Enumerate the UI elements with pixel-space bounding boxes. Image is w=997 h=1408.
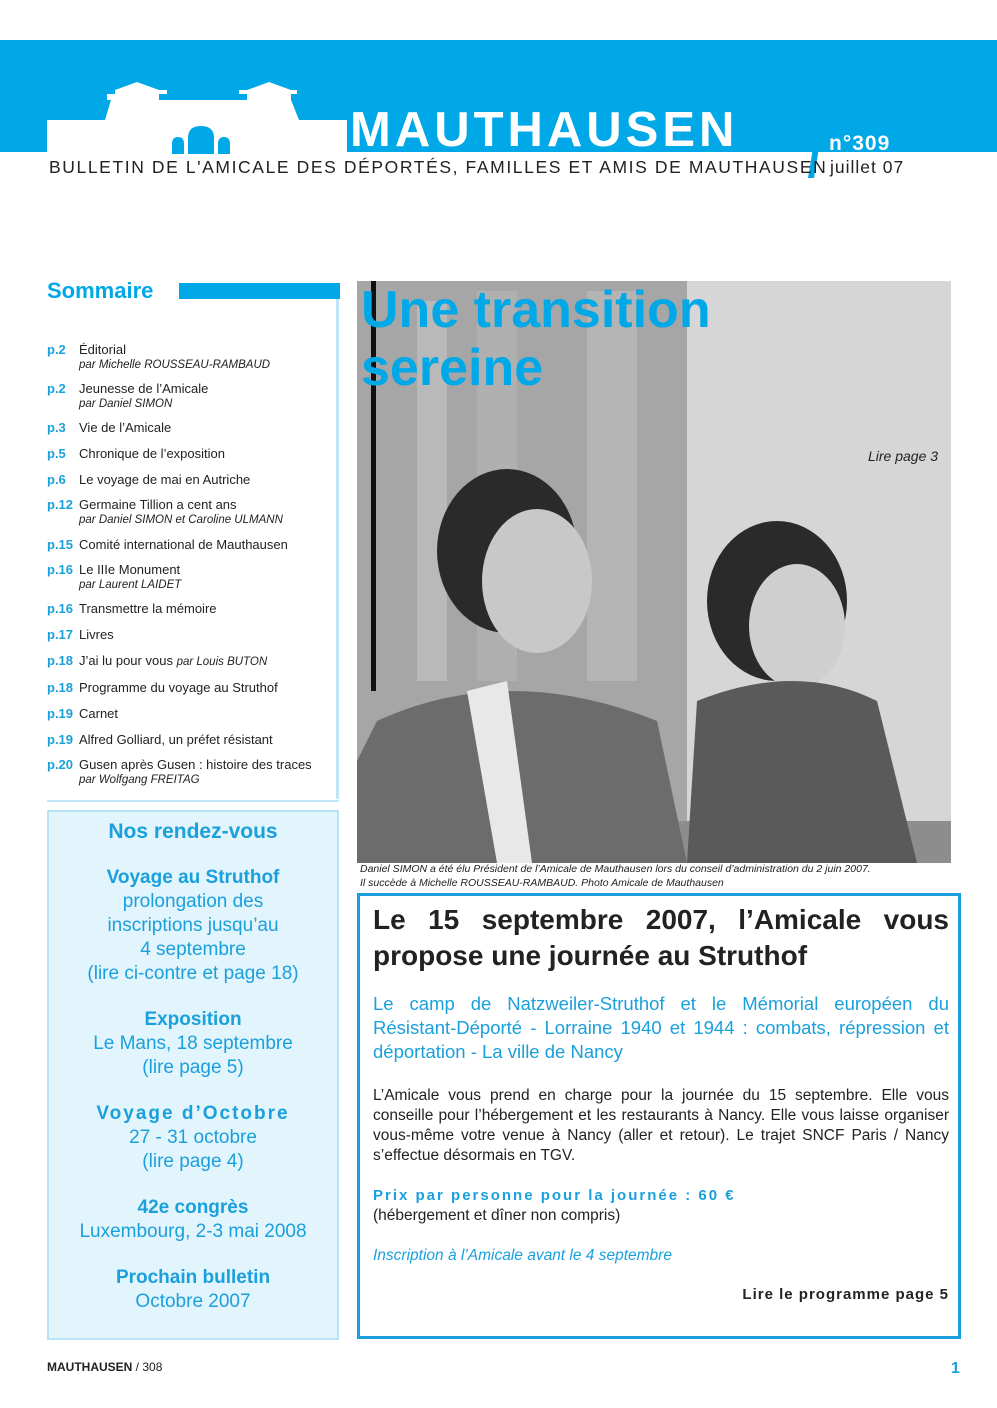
toc-page: p.19: [47, 732, 74, 747]
read-more-link[interactable]: Lire page 3: [868, 448, 939, 464]
toc-item[interactable]: [47, 562, 337, 592]
event-program-link[interactable]: Lire le programme page 5: [742, 1286, 949, 1303]
toc-title: Le IIIe Monument: [79, 562, 181, 577]
toc-item[interactable]: [47, 420, 337, 436]
toc-author: par Daniel SIMON et Caroline ULMANN: [79, 514, 283, 526]
rendezvous-line: 27 - 31 octobre: [129, 1127, 257, 1148]
rendezvous-head: Voyage au Struthof: [106, 867, 280, 888]
toc-author: par Laurent LAIDET: [79, 579, 182, 591]
toc-page: p.3: [47, 420, 66, 435]
toc-page: p.18: [47, 653, 74, 668]
photo-caption: [360, 862, 955, 890]
issue-date: juillet 07: [830, 157, 905, 177]
toc-author: par Wolfgang FREITAG: [79, 774, 200, 786]
rendezvous-item: [49, 1266, 337, 1314]
rendezvous-box: [47, 810, 339, 1340]
rendezvous-item: [49, 1008, 337, 1080]
rendezvous-title: Nos rendez-vous: [108, 820, 278, 843]
rendezvous-head: Voyage d’Octobre: [96, 1103, 290, 1124]
toc-page: p.17: [47, 627, 74, 642]
toc-item[interactable]: [47, 472, 337, 488]
toc-page: p.2: [47, 342, 66, 357]
footer-issue: / 308: [132, 1360, 163, 1374]
toc-page: p.19: [47, 706, 74, 721]
toc-title: Gusen après Gusen : histoire des traces: [79, 757, 312, 772]
toc-page: p.20: [47, 757, 74, 772]
headline-line: sereine: [361, 339, 544, 397]
toc-item[interactable]: [47, 601, 337, 617]
toc-page: p.18: [47, 680, 74, 695]
sommaire-title-bar: [179, 283, 340, 299]
toc-page: p.2: [47, 381, 66, 396]
publication-title: MAUTHAUSEN: [350, 103, 739, 157]
toc-item[interactable]: [47, 680, 337, 696]
rendezvous-head: Prochain bulletin: [115, 1267, 271, 1288]
toc-title: Comité international de Mauthausen: [79, 537, 288, 552]
toc-title: Transmettre la mémoire: [79, 601, 217, 616]
toc-author: par Michelle ROUSSEAU-RAMBAUD: [79, 359, 271, 371]
toc-author: par Louis BUTON: [176, 656, 268, 668]
caption-line: Il succède à Michelle ROUSSEAU-RAMBAUD. Photo Amicale de Mauthausen: [360, 877, 724, 889]
rendezvous-line: (lire page 4): [142, 1151, 244, 1172]
page-number: 1: [951, 1360, 960, 1377]
toc-item[interactable]: [47, 497, 337, 527]
toc-title: Programme du voyage au Struthof: [79, 680, 278, 695]
rendezvous-line: prolongation des: [122, 891, 264, 912]
toc-title: Le voyage de mai en Autriche: [79, 472, 251, 487]
toc-item[interactable]: [47, 653, 337, 670]
event-subtitle: Le camp de Natzweiler-Struthof et le Mémorial européen du Résistant-Déporté - Lorraine 1940 et 1944 : combats, répression et déportation - La ville de Nancy: [373, 993, 949, 1062]
event-price-note: (hébergement et dîner non compris): [373, 1207, 621, 1224]
toc-title: Vie de l’Amicale: [79, 420, 172, 435]
toc-title: Éditorial: [79, 342, 126, 357]
toc-title: J’ai lu pour vous: [79, 653, 173, 668]
event-price: Prix par personne pour la journée : 60 €: [373, 1187, 736, 1204]
toc-page: p.5: [47, 446, 66, 461]
event-title: Le 15 septembre 2007, l’Amicale vous propose une journée au Struthof: [373, 904, 949, 971]
toc-page: p.6: [47, 472, 66, 487]
toc-author: par Daniel SIMON: [79, 398, 173, 410]
toc-page: p.15: [47, 537, 74, 552]
rendezvous-head: 42e congrès: [137, 1197, 249, 1218]
rendezvous-head: Exposition: [144, 1009, 242, 1030]
table-of-contents: [47, 340, 337, 787]
toc-page: p.16: [47, 601, 74, 616]
toc-title: Carnet: [79, 706, 119, 721]
rendezvous-line: 4 septembre: [140, 939, 246, 960]
toc-title: Livres: [79, 627, 114, 642]
rendezvous-line: (lire page 5): [142, 1057, 244, 1078]
rendezvous-line: Octobre 2007: [135, 1291, 251, 1312]
rendezvous-line: Le Mans, 18 septembre: [93, 1033, 293, 1054]
toc-title: Jeunesse de l’Amicale: [79, 381, 209, 396]
toc-item[interactable]: [47, 446, 337, 462]
headline-line: Une transition: [361, 281, 711, 339]
rendezvous-item: [49, 1196, 337, 1244]
toc-title: Alfred Golliard, un préfet résistant: [79, 732, 273, 747]
event-body: L’Amicale vous prend en charge pour la journée du 15 septembre. Elle vous conseille pour l’hébergement et les restaurants à Nancy. Elle vous laisse organiser vous-même votre venue à Nancy (aller et retour). Le trajet SNCF Paris / Nancy s’effectue désormais en TGV.: [373, 1087, 949, 1164]
toc-item[interactable]: [47, 342, 337, 372]
toc-item[interactable]: [47, 381, 337, 411]
publication-subtitle: BULLETIN DE L'AMICALE DES DÉPORTÉS, FAMILLES ET AMIS DE MAUTHAUSEN: [49, 157, 828, 177]
toc-item[interactable]: [47, 706, 337, 722]
toc-title: Germaine Tillion a cent ans: [79, 497, 237, 512]
event-box: [357, 893, 961, 1339]
footer-title: MAUTHAUSEN: [47, 1360, 133, 1374]
toc-page: p.12: [47, 497, 74, 512]
event-deadline: Inscription à l’Amicale avant le 4 septembre: [373, 1247, 672, 1264]
footer-publication: [47, 1360, 162, 1374]
caption-line: Daniel SIMON a été élu Président de l’Amicale de Mauthausen lors du conseil d’administration du 2 juin 2007.: [360, 863, 871, 875]
rendezvous-line: Luxembourg, 2-3 mai 2008: [79, 1221, 307, 1242]
toc-item[interactable]: [47, 757, 337, 787]
issue-number: n°309: [829, 132, 891, 155]
sommaire-divider-bottom: [47, 800, 339, 802]
building-logo-icon: [47, 82, 347, 154]
rendezvous-line: inscriptions jusqu’au: [107, 915, 279, 936]
rendezvous-item: [49, 866, 337, 986]
rendezvous-line: (lire ci-contre et page 18): [87, 963, 299, 984]
cover-headline: [361, 281, 711, 397]
rendezvous-item: [49, 1102, 337, 1174]
sommaire-title: Sommaire: [47, 278, 154, 303]
toc-page: p.16: [47, 562, 74, 577]
toc-title: Chronique de l’exposition: [79, 446, 225, 461]
toc-item[interactable]: [47, 537, 337, 553]
toc-item[interactable]: [47, 732, 337, 748]
toc-item[interactable]: [47, 627, 337, 643]
